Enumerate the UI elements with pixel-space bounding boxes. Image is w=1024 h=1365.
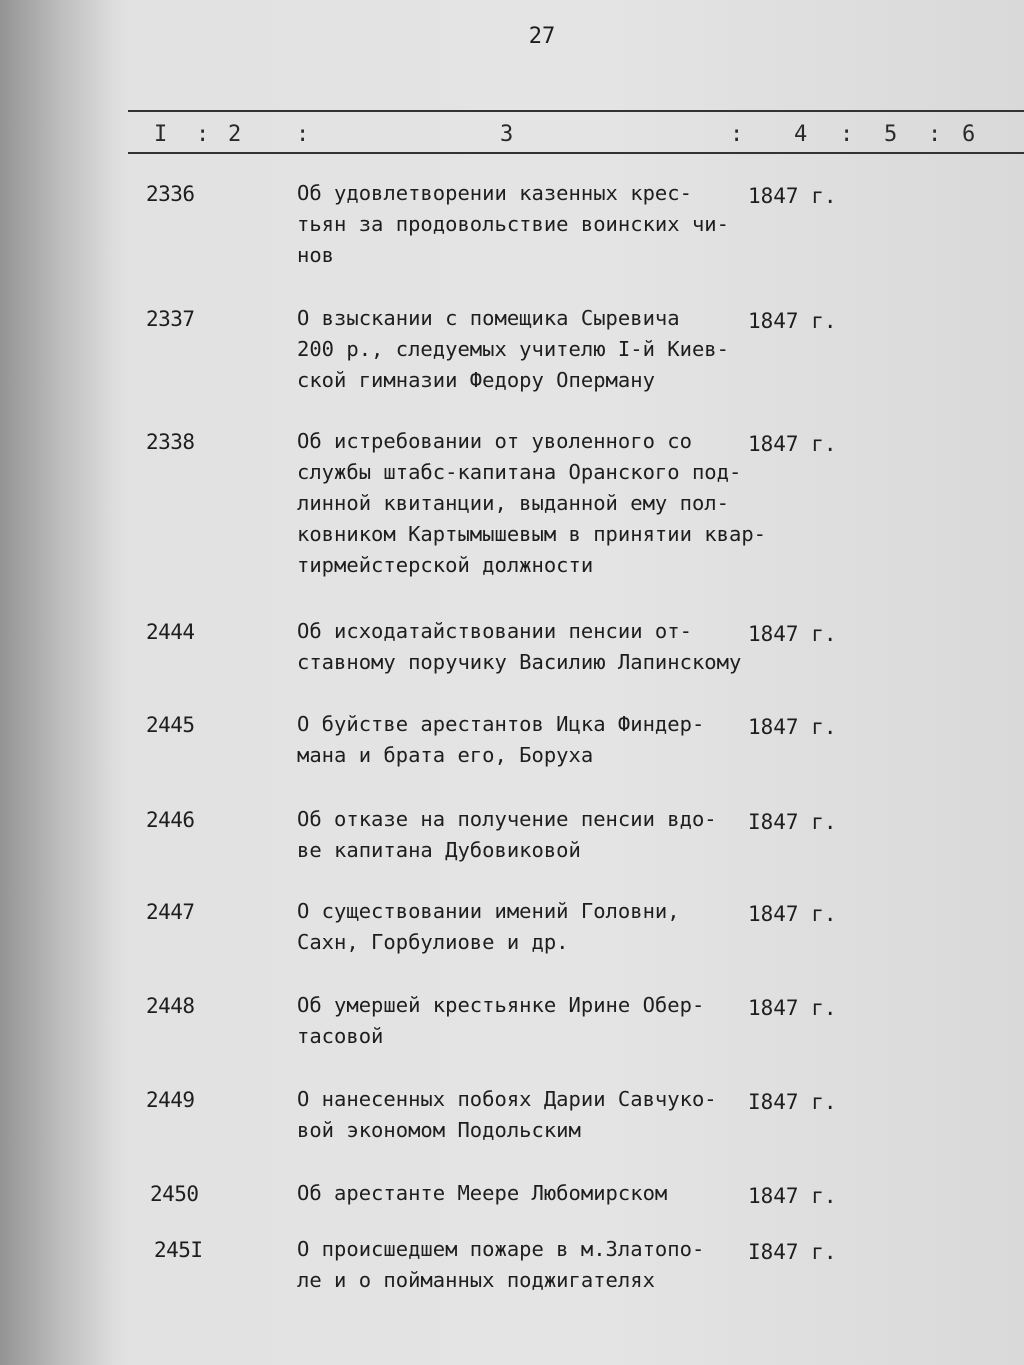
entry-year: 1847 г. (748, 622, 837, 646)
entry-year: 1847 г. (748, 902, 837, 926)
column-separator: : (840, 122, 854, 147)
entry-description-line: Об истребовании от уволенного со (297, 429, 692, 453)
entry-description (297, 303, 747, 396)
entry-description-line: ле и о пойманных поджигателях (297, 1268, 655, 1292)
entry-description-line: нов (297, 243, 335, 267)
entry-year: 1847 г. (748, 715, 837, 739)
entry-year: 1847 г. (748, 1184, 837, 1208)
entry-description-line: тасовой (297, 1024, 384, 1048)
entry-description-line: тьян за продовольствие воинских чи- (297, 212, 729, 236)
entry-description (297, 804, 747, 866)
entry-number: 245I (154, 1238, 203, 1262)
entry-number: 2450 (150, 1182, 199, 1206)
header-bottom-rule (128, 152, 1024, 154)
entry-year: 1847 г. (748, 996, 837, 1020)
entry-description-line: ставному поручику Василию Лапинскому (297, 650, 742, 674)
column-header-3: 3 (500, 122, 514, 147)
entry-description-line: О существовании имений Головни, (297, 899, 680, 923)
entry-description-line: мана и брата его, Боруха (297, 743, 594, 767)
entry-description (297, 616, 747, 678)
entry-description-line: тирмейстерской должности (297, 553, 594, 577)
entry-description-line: О взыскании с помещика Сыревича (297, 306, 680, 330)
entry-year: 1847 г. (748, 309, 837, 333)
entry-description-line: ковником Картымышевым в принятии квар- (297, 522, 766, 546)
entry-year: I847 г. (748, 1090, 837, 1114)
entry-description-line: 200 р., следуемых учителю I-й Киев- (297, 337, 729, 361)
entry-number: 2444 (146, 620, 195, 644)
entry-description-line: линной квитанции, выданной ему пол- (297, 491, 729, 515)
entry-description-line: Сахн, Горбулиове и др. (297, 930, 569, 954)
entry-number: 2336 (146, 182, 195, 206)
entry-number: 2337 (146, 307, 195, 331)
entry-year: 1847 г. (748, 432, 837, 456)
entry-description (297, 1234, 747, 1296)
entry-number: 2338 (146, 430, 195, 454)
entry-description-line: ве капитана Дубовиковой (297, 838, 581, 862)
entry-number: 2446 (146, 808, 195, 832)
entry-description (297, 426, 766, 581)
entry-year: I847 г. (748, 1240, 837, 1264)
column-header-1: I (154, 122, 168, 147)
column-separator: : (928, 122, 942, 147)
entry-description (297, 178, 747, 271)
entry-number: 2447 (146, 900, 195, 924)
entry-year: 1847 г. (748, 184, 837, 208)
entry-description-line: Об отказе на получение пенсии вдо- (297, 807, 717, 831)
entry-description-line: О буйстве арестантов Ицка Финдер- (297, 712, 705, 736)
column-separator: : (730, 122, 744, 147)
entry-description-line: Об арестанте Меере Любомирском (297, 1181, 668, 1205)
column-header-2: 2 (228, 122, 242, 147)
column-header-4: 4 (794, 122, 808, 147)
entry-description-line: Об исходатайствовании пенсии от- (297, 619, 692, 643)
entry-description (297, 990, 747, 1052)
entry-description-line: службы штабс-капитана Оранского под- (297, 460, 742, 484)
column-separator: : (296, 122, 310, 147)
entry-description-line: О происшедшем пожаре в м.Златопо- (297, 1237, 705, 1261)
entry-description (297, 896, 747, 958)
column-header-5: 5 (884, 122, 898, 147)
column-header-6: 6 (962, 122, 976, 147)
entry-description-line: Об умершей крестьянке Ирине Обер- (297, 993, 705, 1017)
entry-year: I847 г. (748, 810, 837, 834)
entry-description-line: Об удовлетворении казенных крес- (297, 181, 692, 205)
entry-number: 2445 (146, 713, 195, 737)
entry-description-line: О нанесенных побоях Дарии Савчуко- (297, 1087, 717, 1111)
column-separator: : (196, 122, 210, 147)
entry-description-line: ской гимназии Федору Оперману (297, 368, 655, 392)
entry-number: 2448 (146, 994, 195, 1018)
entry-description-line: вой экономом Подольским (297, 1118, 581, 1142)
entry-number: 2449 (146, 1088, 195, 1112)
entry-description (297, 1084, 747, 1146)
binding-shadow (0, 0, 115, 1365)
page-number: 27 (528, 24, 556, 49)
header-top-rule (128, 110, 1024, 112)
entry-description (297, 1178, 747, 1209)
entry-description (297, 709, 747, 771)
